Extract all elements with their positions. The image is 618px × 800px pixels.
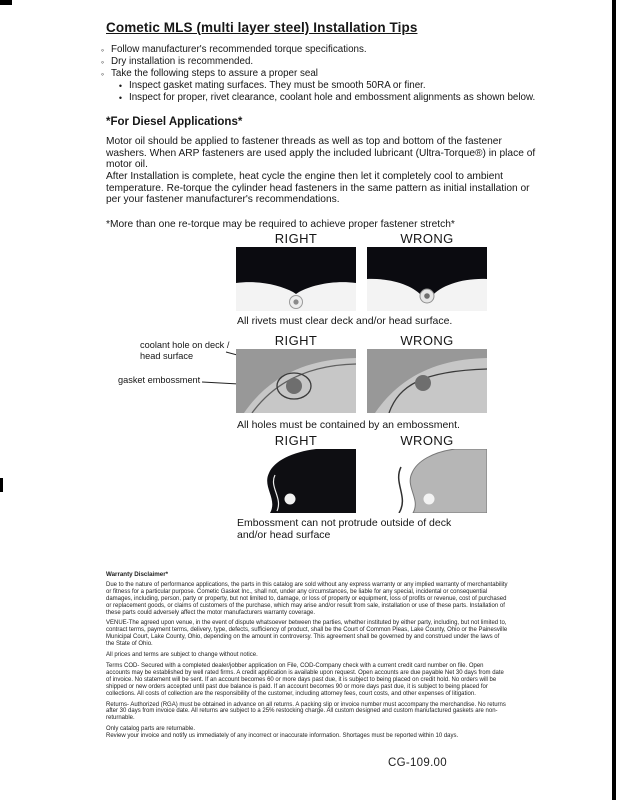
coolant-hole-right-diagram: [236, 349, 356, 413]
legal-section: [106, 572, 508, 744]
tip-text: Inspect gasket mating surfaces. They must be smooth 50RA or finer.: [129, 80, 426, 91]
list-item: [116, 80, 535, 92]
coolant-hole-wrong-diagram: [367, 349, 487, 413]
rivet-wrong-diagram: [367, 247, 487, 311]
legal-paragraph: Due to the nature of performance applications, the parts in this catalog are sold without any express warranty or any implied warranty of merchantability or fitness for a particular purpose. Cometic Gasket Inc., shall not, under any circumstances, be liable for any special, incidental or consequential damages, including, person, party or property, but not limited to, damage, or loss of property or equipment, loss of profits or revenue, cost of purchased or replacement goods, or claims of customers of the purchase, which may arise and/or result from sale, installation or use of these parts. Installation of these parts could adversely affect the motor manufacturers warranty coverage.: [106, 581, 508, 616]
legal-paragraph: VENUE-The agreed upon venue, in the event of dispute whatsoever between the parties, whether instituted by either party, including, but not limited to, contract terms, payment terms, delivery, type, defects, sufficiency of product, shall be the Court of Common Pleas, Lake County, Ohio or the Painesville Municipal Court, Lake County, Ohio, depending on the amount in controversy. This agreement shall be governed by and construed under the laws of the State of Ohio.: [106, 620, 508, 648]
tip-text: Take the following steps to assure a proper seal: [111, 68, 318, 79]
hollow-bullet-icon: ◦: [100, 57, 105, 67]
wrong-label: WRONG: [400, 433, 454, 448]
embossment-right-diagram: [236, 449, 356, 513]
list-item: [98, 56, 535, 68]
page-title: Cometic MLS (multi layer steel) Installation Tips: [106, 20, 418, 35]
right-label: RIGHT: [274, 333, 318, 348]
legal-paragraph: Returns- Authorized (RGA) must be obtained in advance on all returns. A packing slip or invoice number must accompany the merchandise. No returns after 30 days from invoice date. All returns are subject to a 25% restocking charge. All custom designed and custom manufactured gaskets are non-returnable.: [106, 701, 506, 722]
wrong-label: WRONG: [400, 333, 454, 348]
hollow-bullet-icon: ◦: [100, 69, 105, 79]
wrong-label: WRONG: [400, 231, 454, 246]
diagram-caption: All rivets must clear deck and/or head surface.: [237, 315, 453, 327]
filled-bullet-icon: •: [118, 81, 123, 91]
right-label: RIGHT: [274, 433, 318, 448]
scan-artifact: [0, 0, 12, 5]
tips-list: [98, 44, 535, 104]
list-item: [116, 92, 535, 104]
scan-artifact: [0, 478, 3, 492]
right-label: RIGHT: [274, 231, 318, 246]
embossment-wrong-diagram: [367, 449, 487, 513]
hollow-bullet-icon: ◦: [100, 45, 105, 55]
rivet-right-diagram: [236, 247, 356, 311]
legal-paragraph: Review your invoice and notify us immediately of any incorrect or inaccurate information. Shortages must be reported within 10 days.: [106, 733, 459, 740]
diagram-caption: Embossment can not protrude outside of deck and/or head surface: [237, 517, 452, 541]
diesel-paragraph: Motor oil should be applied to fastener threads as well as top and bottom of the fastener washers. When ARP fasteners are used apply the included lubricant (Ultra-Torque®) in place of motor oil.: [106, 136, 536, 171]
legal-paragraph: Terms COD- Secured with a completed dealer/jobber application on File, COD-Company check with a current credit card number on file. Open accounts may be established by well rated firms. A credit application is available upon request. Open accounts are due payable Net 30 days from date of invoice. No statement will be sent. If an account becomes 60 or more days past due, it is subject to being placed on credit hold. No orders will be shipped or new orders accepted until past due balance is paid. If an account becomes 90 or more days past due, it is subject to being placed for collections. All costs of collection are the responsibility of the customer, including attorney fees, court costs, and other expenses of litigation.: [106, 662, 504, 697]
diagram-caption: All holes must be contained by an embossment.: [237, 419, 460, 431]
retorque-note: *More than one re-torque may be required to achieve proper fastener stretch*: [106, 219, 455, 230]
tip-text: Dry installation is recommended.: [111, 56, 254, 67]
tip-text: Inspect for proper, rivet clearance, coolant hole and embossment alignments as shown below.: [129, 92, 536, 103]
diesel-heading: *For Diesel Applications*: [106, 116, 243, 128]
gasket-embossment-annotation: gasket embossment: [118, 375, 201, 385]
list-item: [98, 44, 535, 56]
warranty-disclaimer-heading: Warranty Disclaimer*: [106, 571, 169, 578]
tip-text: Follow manufacturer's recommended torque specifications.: [111, 44, 367, 55]
legal-paragraph: All prices and terms are subject to change without notice.: [106, 652, 258, 659]
legal-paragraph: Only catalog parts are returnable.: [106, 726, 196, 733]
catalog-page-code: CG-109.00: [388, 757, 447, 769]
coolant-hole-annotation: coolant hole on deck / head surface: [140, 340, 230, 361]
list-item: [98, 68, 535, 80]
diesel-paragraph: After Installation is complete, heat cycle the engine then let it completely cool to ambient temperature. Re-torque the cylinder head fasteners in the same pattern as initial installation or per your fastener manufacturer's recommendations.: [106, 171, 530, 206]
scan-artifact: [612, 0, 616, 800]
filled-bullet-icon: •: [118, 93, 123, 103]
